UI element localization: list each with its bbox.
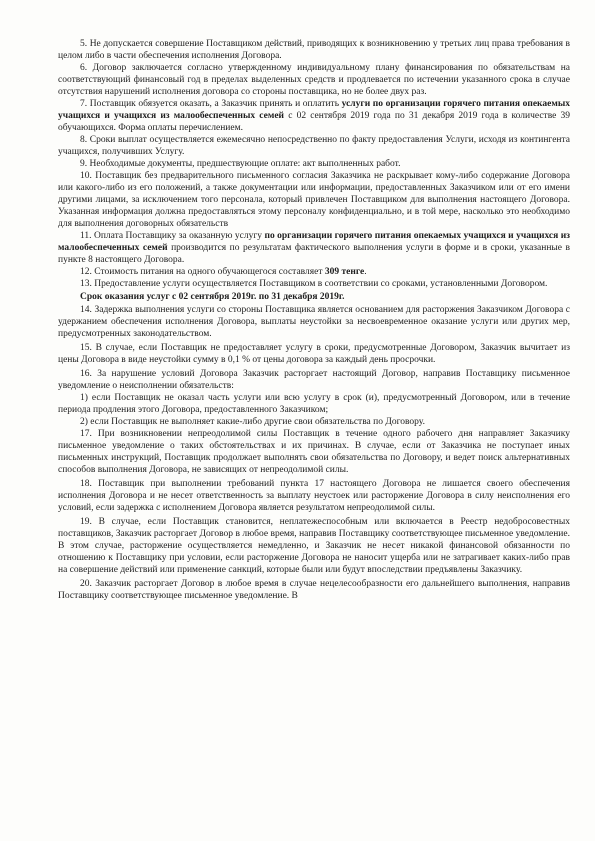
clause-12 (58, 266, 570, 278)
clause-11-tail: производится по результатам фактического выполнения услуги в форме и в сроки, указанные в пункте 8 настоящего Договора. (58, 243, 570, 265)
clause-19: 19. В случае, если Поставщик становится, неплатежеспособным или включается в Реестр недобросовестных поставщиков, Заказчик расторгает Договор в любое время, направив Поставщику соответствующее письменное уведомление. В этом случае, расторжение осуществляется немедленно, и Заказчик не несет никакой финансовой обязанности по отношению к Поставщику при условии, если расторжение Договора не наносит ущерба или не затрагивает каких-либо прав на совершение действий или применение санкций, которые были или будут впоследствии предъявлены Заказчику. (58, 517, 570, 575)
clause-7-tail: с 02 сентября 2019 года по 31 декабря 2019 года в количестве 39 обучающихся. Форма оплаты перечислением. (58, 111, 570, 133)
clause-16-item-1: 1) если Поставщик не оказал часть услуги или всю услугу в срок (и), предусмотренный Договором, или в течение периода продления этого Договора, предоставленного Заказчиком; (58, 393, 570, 415)
clause-17: 17. При возникновении непреодолимой силы Поставщик в течение одного рабочего дня направляет Заказчику письменное уведомление о таких обстоятельствах и их причинах. В случае, если от Заказчика не поступает иных письменных инструкций, Поставщик продолжает выполнять свои обязательства по Договору, и ведет поиск альтернативных способов выполнения Договора, не зависящих от непреодолимой силы. (58, 429, 570, 475)
clause-18: 18. Поставщик при выполнении требований пункта 17 настоящего Договора не лишается своего обеспечения исполнения Договора и не несет ответственность за выплату неустоек или расторжение Договора в силу неисполнения его условий, если задержка с исполнением Договора является результатом непреодолимой силы. (58, 479, 570, 513)
document-body (58, 38, 570, 602)
clause-16: 16. За нарушение условий Договора Заказчик расторгает настоящий Договор, направив Поставщику письменное уведомление о неисполнении обязательств: (58, 369, 570, 391)
clause-11-lead: 11. Оплата Поставщику за оказанную услугу (80, 231, 265, 241)
clause-8: 8. Сроки выплат осуществляется ежемесячно непосредственно по факту предоставления Услуги, исходя из контингента учащихся, получивших Услугу. (58, 135, 570, 157)
clause-7-lead: 7. Поставщик обязуется оказать, а Заказчик принять и оплатить (80, 99, 342, 109)
clause-9: 9. Необходимые документы, предшествующие оплате: акт выполненных работ. (80, 159, 401, 169)
clause-12-lead: 12. Стоимость питания на одного обучающегося составляет (80, 267, 325, 277)
clause-11 (58, 230, 570, 266)
clause-15: 15. В случае, если Поставщик не предоставляет услугу в сроки, предусмотренные Договором, Заказчик вычитает из цены Договора в виде неустойки сумму в 0,1 % от цены договора за каждый день просрочки. (58, 343, 570, 365)
clause-10: 10. Поставщик без предварительного письменного согласия Заказчика не раскрывает кому-либо содержание Договора или какого-либо из его положений, а также документации или информации, предоставленных Заказчиком или от его имени другими лицами, за исключением того персонала, который привлечен Поставщиком для выполнения настоящего Договора. Указанная информация должна предоставляться этому персоналу конфиденциально, и в той мере, насколько это необходимо для выполнения договорных обязательств (58, 171, 570, 229)
clause-12-tail: . (364, 267, 367, 277)
clause-14: 14. Задержка выполнения услуги со стороны Поставщика является основанием для расторжения Заказчиком Договора с удержанием обеспечения исполнения Договора, выплаты неустойки за несвоевременное оказание услуги или других мер, предусмотренных законодательством. (58, 305, 570, 339)
service-term-heading: Срок оказания услуг с 02 сентября 2019г. по 31 декабря 2019г. (80, 292, 345, 302)
clause-11-service-name: по организации горячего питания опекаемых учащихся и учащихся из малообеспеченных семей (58, 231, 571, 253)
clause-7 (58, 98, 570, 134)
clause-6: 6. Договор заключается согласно утвержденному индивидуальному плану финансирования по обязательствам на соответствующий финансовый год в пределах выделенных средств и продлевается по истечении указанного срока в случае отсутствия нарушений исполнения договора со стороны поставщика, но не более двух раз. (58, 63, 570, 97)
clause-7-service-name: услуги по организации горячего питания опекаемых учащихся и учащихся из малообеспеченных семей (58, 99, 570, 121)
clause-20: 20. Заказчик расторгает Договор в любое время в случае нецелесообразности его дальнейшего выполнения, направив Поставщику соответствующее письменное уведомление. В (58, 579, 570, 601)
clause-12-price: 309 тенге (324, 267, 365, 277)
clause-13: 13. Предоставление услуги осуществляется Поставщиком в соответствии со сроками, установленными Договором. (80, 279, 548, 289)
clause-16-item-2: 2) если Поставщик не выполняет какие-либо другие свои обязательства по Договору. (80, 417, 425, 427)
clause-5: 5. Не допускается совершение Поставщиком действий, приводящих к возникновению у третьих лиц права требования в целом либо в части обеспечения исполнения Договора. (58, 39, 570, 61)
